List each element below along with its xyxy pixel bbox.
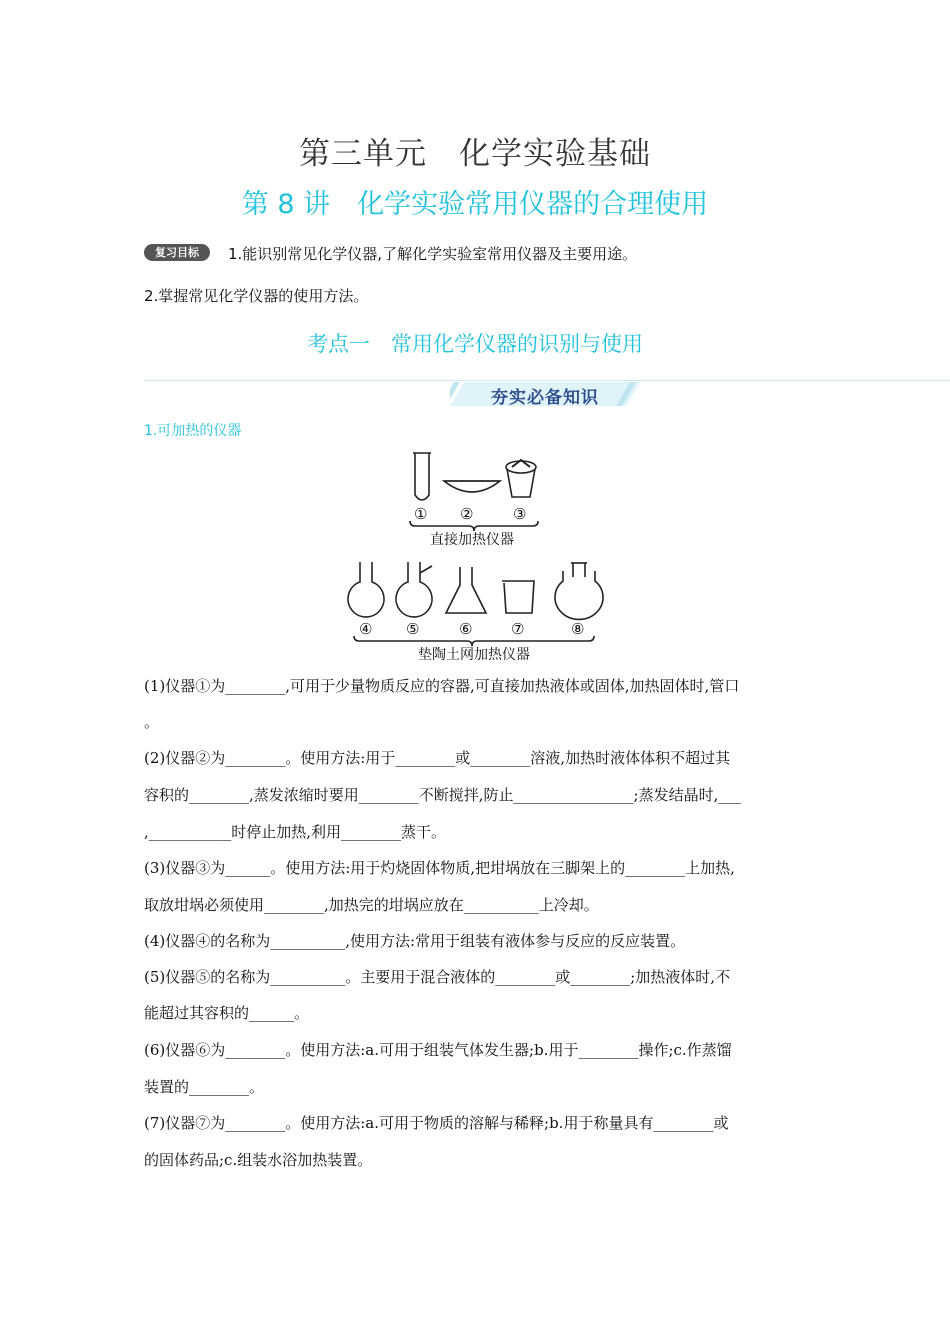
figure-num: ① (414, 505, 428, 523)
test-tube-icon (415, 453, 429, 500)
body-line-6: (3)仪器③为______。使用方法:用于灼烧固体物质,把坩埚放在三脚架上的________上加热, (144, 859, 735, 877)
body-line-11: (6)仪器⑥为________。使用方法:a.可用于组装气体发生器;b.用于________操作;c.作蒸馏 (144, 1041, 732, 1059)
body-line-3: (2)仪器②为________。使用方法:用于________或________溶液,加热时液体体积不超过其 (144, 749, 731, 767)
body-line-5: ,___________时停止加热,利用________蒸干。 (144, 823, 447, 841)
three-neck-flask-icon (555, 563, 603, 619)
figure-caption-mesh: 垫陶土网加热仪器 (418, 647, 530, 663)
figure-num: ⑦ (511, 620, 525, 638)
distillation-flask-icon (396, 562, 432, 617)
section-1-heading: 1.可加热的仪器 (144, 423, 242, 439)
figure-num: ⑤ (406, 620, 420, 638)
kaodian-title: 考点一 常用化学仪器的识别与使用 (307, 332, 643, 356)
body-line-1: (1)仪器①为________,可用于少量物质反应的容器,可直接加热液体或固体,加热固体时,管口 (144, 677, 740, 695)
round-bottom-flask-icon (348, 562, 384, 617)
figure-num: ④ (359, 620, 373, 638)
figure-num: ⑥ (459, 620, 473, 638)
figure-num: ③ (513, 505, 527, 523)
body-line-12: 装置的________。 (144, 1078, 265, 1096)
goal-line-2: 2.掌握常见化学仪器的使用方法。 (144, 287, 369, 305)
lecture-title: 第 8 讲 化学实验常用仪器的合理使用 (241, 189, 709, 220)
body-line-4: 容积的________,蒸发浓缩时要用________不断搅拌,防止________________;蒸发结晶时,___ (144, 786, 741, 804)
heating-instruments-figure (340, 445, 615, 665)
body-line-13: (7)仪器⑦为________。使用方法:a.可用于物质的溶解与稀释;b.用于称量具有________或 (144, 1114, 729, 1132)
body-line-14: 的固体药品;c.组装水浴加热装置。 (144, 1151, 373, 1169)
conical-flask-icon (446, 567, 486, 613)
goal-line-1: 1.能识别常见化学仪器,了解化学实验室常用仪器及主要用途。 (228, 245, 638, 263)
body-line-9: (5)仪器⑤的名称为__________。主要用于混合液体的________或________;加热液体时,不 (144, 968, 731, 986)
figure-caption-direct: 直接加热仪器 (430, 532, 514, 548)
banner-text: 夯实必备知识 (491, 388, 599, 408)
body-line-10: 能超过其容积的______。 (144, 1004, 310, 1022)
body-line-2: 。 (144, 713, 160, 731)
figure-num: ⑧ (571, 620, 585, 638)
body-line-7: 取放坩埚必须使用________,加热完的坩埚应放在__________上冷却。 (144, 896, 599, 914)
unit-title: 第三单元 化学实验基础 (299, 136, 651, 172)
body-line-8: (4)仪器④的名称为__________,使用方法:常用于组装有液体参与反应的反应装置。 (144, 932, 686, 950)
figure-num: ② (460, 505, 474, 523)
review-goals-badge: 复习目标 (144, 244, 210, 261)
beaker-icon (502, 581, 534, 613)
evaporating-dish-icon (444, 481, 500, 492)
